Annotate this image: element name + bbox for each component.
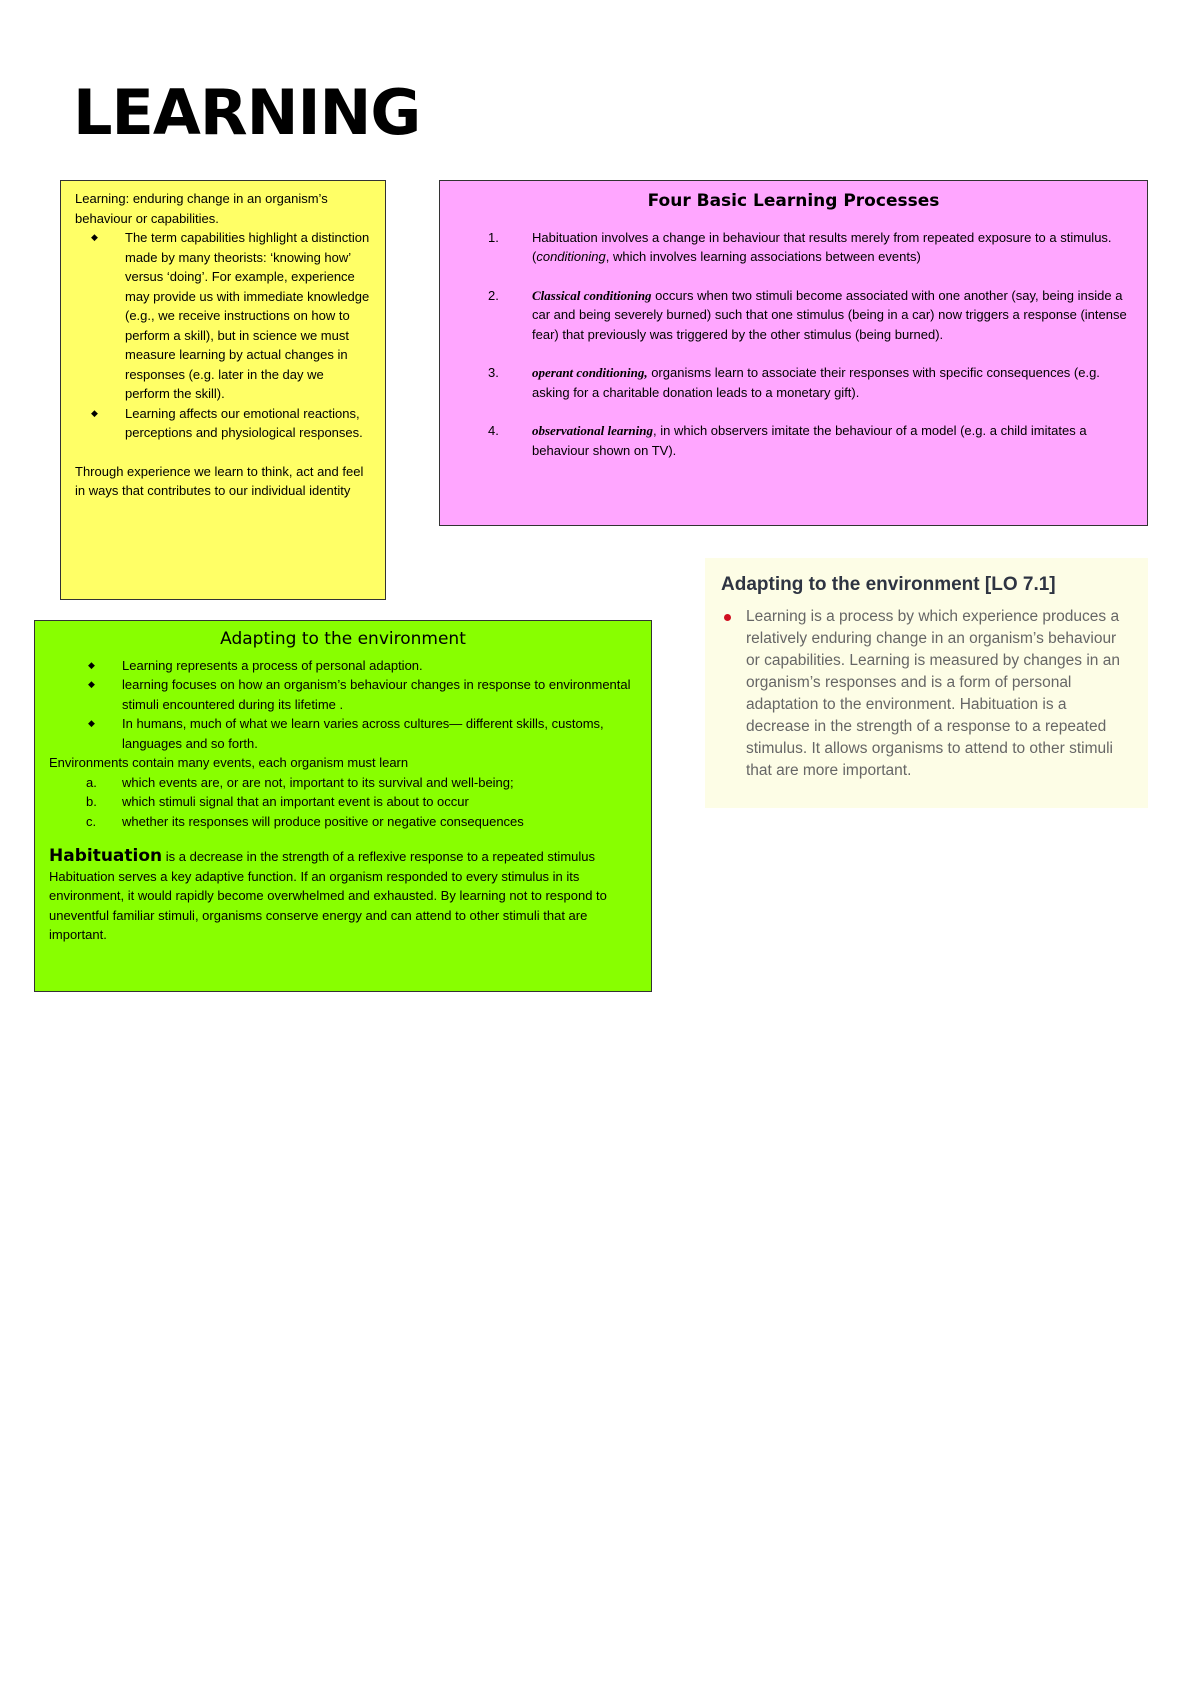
learning-processes-box bbox=[439, 180, 1148, 526]
adaptation-bullets bbox=[49, 656, 637, 754]
item-label: b. bbox=[86, 794, 97, 809]
habituation-definition bbox=[49, 847, 637, 867]
item-text: whether its responses will produce positive or negative consequences bbox=[122, 813, 524, 829]
item-number: 3. bbox=[488, 365, 499, 380]
item-number: 2. bbox=[488, 287, 499, 303]
process-item-2 bbox=[488, 286, 1133, 345]
environment-list bbox=[49, 773, 637, 832]
identity-paragraph: Through experience we learn to think, act and feel in ways that contributes to our individual identity bbox=[75, 463, 364, 498]
excerpt-title: Adapting to the environment [LO 7.1] bbox=[721, 574, 1056, 595]
process-text: Habituation involves a change in behaviour that results merely from repeated exposure to a stimulus. ( bbox=[532, 229, 1112, 264]
adaptation-heading: Adapting to the environment bbox=[220, 629, 466, 649]
process-italic-term: conditioning bbox=[536, 249, 606, 264]
process-text-after: , which involves learning associations between events) bbox=[605, 249, 921, 264]
list-item bbox=[86, 773, 637, 793]
processes-list bbox=[454, 228, 1133, 461]
list-item: ◆ In humans, much of what we learn varies across cultures— different skills, customs, languages and so forth. bbox=[122, 714, 637, 753]
item-label: a. bbox=[86, 774, 97, 790]
process-term: observational learning bbox=[532, 423, 653, 438]
definition-bullets bbox=[75, 228, 371, 443]
item-text: which events are, or are not, important to its survival and well-being; bbox=[122, 774, 514, 790]
learning-definition-box bbox=[60, 180, 386, 600]
item-number: 1. bbox=[488, 229, 499, 245]
item-number: 4. bbox=[488, 423, 499, 438]
process-term: operant conditioning, bbox=[532, 365, 648, 380]
item-label: c. bbox=[86, 813, 97, 829]
adaptation-box bbox=[34, 620, 652, 992]
environment-intro: Environments contain many events, each organism must learn bbox=[49, 755, 409, 770]
learning-definition: Learning: enduring change in an organism’s behaviour or capabilities. bbox=[75, 191, 328, 226]
list-item bbox=[86, 812, 637, 832]
process-text: occurs when two stimuli become associated with one another (say, being inside a car and being severely burned) such that one stimulus (being in a car) now triggers a response (intense fear) that previously was triggered by the other stimulus (being burned). bbox=[532, 287, 1127, 342]
habituation-paragraph: Habituation serves a key adaptive function. If an organism responded to every stimulus in its environment, it would rapidly become overwhelmed and exhausted. By learning not to respond to uneventful familiar stimuli, organisms conserve energy and can attend to other stimuli that are important. bbox=[49, 868, 607, 942]
processes-heading: Four Basic Learning Processes bbox=[647, 191, 940, 211]
process-item-3 bbox=[488, 363, 1133, 402]
process-item-1 bbox=[488, 228, 1133, 267]
excerpt-text: Learning is a process by which experience produces a relatively enduring change in an organism’s behaviour or capabilities. Learning is measured by changes in an organism’s responses and is a form of personal adaptation to the environment. Habituation is a decrease in the strength of a response to a repeated stimulus. It allows organisms to attend to other stimuli that are more important. bbox=[746, 608, 1120, 779]
habituation-term: Habituation bbox=[49, 846, 163, 866]
process-text: , in which observers imitate the behaviour of a model (e.g. a child imitates a behaviour shown on TV). bbox=[532, 423, 1087, 458]
item-text: which stimuli signal that an important event is about to occur bbox=[122, 794, 469, 809]
page-title: LEARNING bbox=[73, 76, 421, 149]
list-item: ◆ learning focuses on how an organism’s behaviour changes in response to environmental stimuli encountered during its lifetime . bbox=[122, 675, 637, 714]
textbook-excerpt bbox=[705, 558, 1148, 808]
list-item: ◆ The term capabilities highlight a distinction made by many theorists: ‘knowing how’ versus ‘doing’. For example, experience may provide us with immediate knowledge (e.g., we receive instructions on how to perform a skill), but in science we must measure learning by actual changes in responses (e.g. later in the day we perform the skill). bbox=[125, 228, 371, 404]
process-item-4 bbox=[488, 421, 1133, 460]
bullet-icon bbox=[724, 614, 731, 621]
process-term: Classical conditioning bbox=[532, 287, 652, 303]
process-text: organisms learn to associate their responses with specific consequences (e.g. asking for a charitable donation leads to a monetary gift). bbox=[532, 365, 1100, 400]
list-item: ◆ Learning affects our emotional reactions, perceptions and physiological responses. bbox=[125, 404, 371, 443]
list-item bbox=[86, 792, 637, 812]
excerpt-body bbox=[721, 606, 1132, 782]
list-item: ◆ Learning represents a process of personal adaption. bbox=[122, 656, 637, 676]
habituation-def-text: is a decrease in the strength of a reflexive response to a repeated stimulus bbox=[162, 849, 595, 864]
